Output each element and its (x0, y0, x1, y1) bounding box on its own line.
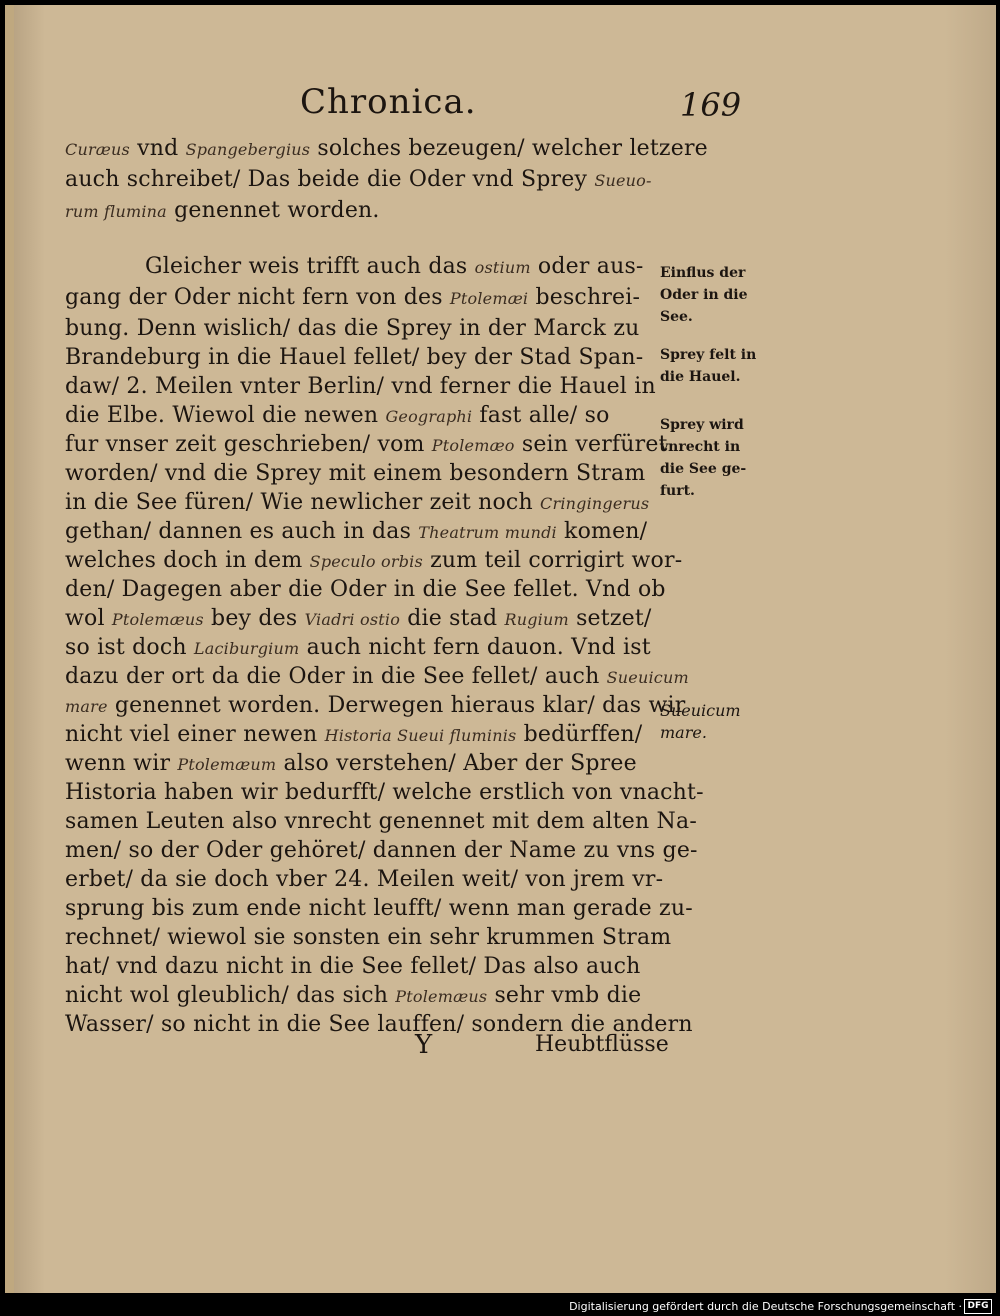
text-segment: setzet/ (568, 606, 652, 631)
text-segment: also verstehen/ Aber der Spree (276, 751, 637, 776)
margin-note-line: vnrecht in (660, 439, 741, 455)
text-segment: wol (65, 606, 112, 631)
text-segment: solches bezeugen/ welcher letzere (310, 136, 708, 161)
dfg-logo: DFG (964, 1299, 992, 1314)
latin-term: Curæus (65, 140, 130, 159)
latin-term: Viadri ostio (304, 610, 401, 629)
text-segment: worden/ vnd die Sprey mit einem besondern Stram (65, 461, 646, 486)
text-line (65, 163, 660, 197)
text-segment: genennet worden. Derwegen hieraus klar/ das wir (107, 693, 686, 718)
text-segment: sprung bis zum ende nicht leufft/ wenn man gerade zu- (65, 896, 693, 921)
margin-note-line: furt. (660, 483, 695, 499)
latin-term: Laciburgium (193, 639, 300, 658)
latin-term: Sueuo- (594, 171, 652, 190)
margin-note-sprey-felt (660, 344, 780, 388)
text-segment: bedürffen/ (516, 722, 643, 747)
text-line (65, 132, 708, 166)
latin-term: Geographi (385, 407, 473, 426)
text-segment: sein verfüret (514, 432, 668, 457)
latin-term: Rugium (504, 610, 569, 629)
text-segment: vnd (129, 136, 186, 161)
text-segment: gang der Oder nicht fern von des (65, 285, 450, 310)
margin-note-line: Sueuicum (660, 701, 741, 720)
margin-note-einfluss (660, 262, 780, 328)
page-number: 169 (680, 86, 742, 124)
latin-term: Theatrum mundi (418, 523, 557, 542)
text-line (145, 250, 660, 284)
text-segment: genennet worden. (166, 198, 380, 223)
margin-note-line: Sprey wird (660, 417, 744, 433)
text-segment: nicht viel einer newen (65, 722, 325, 747)
text-segment: die stad (400, 606, 505, 631)
margin-note-line: die See ge- (660, 461, 747, 477)
text-segment: daw/ 2. Meilen vnter Berlin/ vnd ferner die Hauel in (65, 374, 656, 399)
text-segment: bung. Denn wislich/ das die Sprey in der Marck zu (65, 316, 640, 341)
latin-term: Cringingerus (540, 494, 650, 513)
latin-term: Sueuicum (606, 668, 689, 687)
latin-term: Ptolemæus (395, 987, 488, 1006)
text-segment: so ist doch (65, 635, 194, 660)
margin-note-sueuicum (660, 700, 780, 744)
text-segment: den/ Dagegen aber die Oder in die See fellet. Vnd ob (65, 577, 666, 602)
page-gutter (5, 5, 14, 1293)
text-segment: men/ so der Oder gehöret/ dannen der Name zu vns ge- (65, 838, 698, 863)
text-segment: bey des (203, 606, 305, 631)
text-segment: Brandeburg in die Hauel fellet/ bey der Stad Span- (65, 345, 644, 370)
latin-term: rum flumina (65, 202, 167, 221)
text-segment: Wasser/ so nicht in die See lauffen/ sondern die andern (65, 1012, 693, 1037)
text-segment: wenn wir (65, 751, 178, 776)
margin-note-line: Einflus der (660, 265, 746, 281)
text-line (65, 281, 660, 315)
latin-term: Ptolemæo (431, 436, 515, 455)
text-segment: nicht wol gleublich/ das sich (65, 983, 396, 1008)
text-segment: fur vnser zeit geschrieben/ vom (65, 432, 432, 457)
margin-note-line: See. (660, 309, 693, 325)
latin-term: Ptolemæus (111, 610, 204, 629)
text-segment: welches doch in dem (65, 548, 310, 573)
latin-term: Ptolemæum (177, 755, 277, 774)
text-segment: dazu der ort da die Oder in die See fellet/ auch (65, 664, 607, 689)
latin-term: Historia Sueui fluminis (324, 726, 517, 745)
margin-note-line: Oder in die (660, 287, 748, 303)
catchword: Heubtflüsse (535, 1032, 669, 1057)
text-segment: erbet/ da sie doch vber 24. Meilen weit/ von jrem vr- (65, 867, 664, 892)
text-line (65, 194, 660, 228)
running-head: Chronica. (300, 82, 477, 122)
margin-note-line: mare. (660, 723, 707, 742)
text-segment: hat/ vnd dazu nicht in die See fellet/ Das also auch (65, 954, 641, 979)
text-segment: auch schreibet/ Das beide die Oder vnd Sprey (65, 167, 595, 192)
margin-note-line: die Hauel. (660, 369, 741, 385)
text-segment: gethan/ dannen es auch in das (65, 519, 419, 544)
latin-term: ostium (474, 258, 531, 277)
latin-term: Ptolemæi (449, 289, 529, 308)
text-segment: die Elbe. Wiewol die newen (65, 403, 386, 428)
text-segment: sehr vmb die (487, 983, 642, 1008)
text-segment: rechnet/ wiewol sie sonsten ein sehr krummen Stram (65, 925, 672, 950)
text-segment: Historia haben wir bedurfft/ welche erstlich von vnacht- (65, 780, 704, 805)
text-segment: komen/ (556, 519, 648, 544)
text-segment: zum teil corrigirt wor- (422, 548, 683, 573)
text-segment: Gleicher weis trifft auch das (145, 254, 475, 279)
funding-credit: Digitalisierung gefördert durch die Deutsche Forschungsgemeinschaft · (569, 1300, 962, 1313)
text-segment: auch nicht fern dauon. Vnd ist (299, 635, 651, 660)
margin-note-sprey-wird (660, 414, 780, 502)
text-segment: fast alle/ so (472, 403, 610, 428)
latin-term: Spangebergius (185, 140, 311, 159)
margin-note-line: Sprey felt in (660, 347, 757, 363)
text-segment: samen Leuten also vnrecht genennet mit dem alten Na- (65, 809, 697, 834)
latin-term: Speculo orbis (309, 552, 423, 571)
text-segment: in die See füren/ Wie newlicher zeit noch (65, 490, 541, 515)
signature-mark: Y (415, 1030, 433, 1060)
text-segment: oder aus- (530, 254, 644, 279)
text-segment: beschrei- (528, 285, 641, 310)
latin-term: mare (65, 697, 108, 716)
